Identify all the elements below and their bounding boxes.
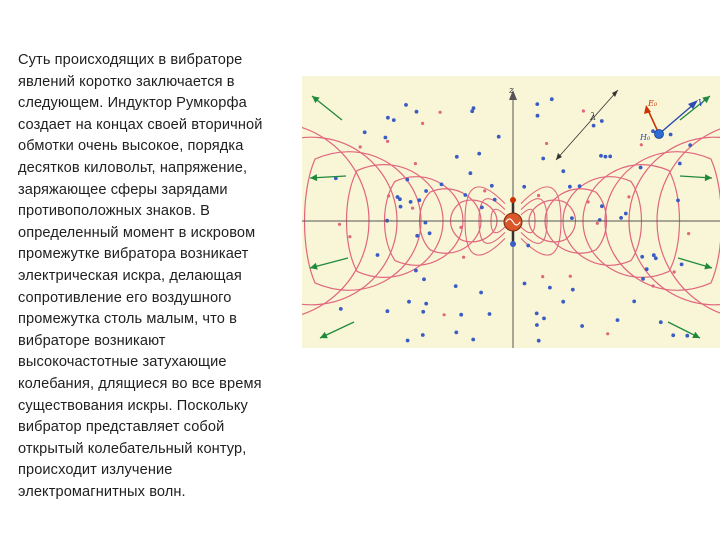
field-dot xyxy=(384,136,388,140)
field-dot xyxy=(363,130,367,134)
field-dot xyxy=(619,216,623,220)
field-dot xyxy=(454,284,458,288)
field-dot xyxy=(600,204,604,208)
field-dot xyxy=(422,277,426,281)
velocity-label: V xyxy=(698,99,705,109)
field-dot xyxy=(561,300,565,304)
z-axis-label: z xyxy=(509,86,514,96)
field-dot xyxy=(396,195,400,199)
field-dot xyxy=(469,171,473,175)
field-dot xyxy=(477,152,481,156)
charge-dot xyxy=(596,222,599,225)
charge-dot xyxy=(459,226,462,229)
field-dot xyxy=(392,118,396,122)
field-dot xyxy=(376,253,380,257)
field-dot xyxy=(421,333,425,337)
field-dot xyxy=(676,199,680,203)
charge-dot xyxy=(537,194,540,197)
charge-dot xyxy=(386,140,389,143)
charge-dot xyxy=(338,223,341,226)
field-dot xyxy=(604,155,608,159)
field-dot xyxy=(415,110,419,114)
field-dot xyxy=(548,286,552,290)
charge-dot xyxy=(673,270,676,273)
dipole-top-charge xyxy=(510,197,516,203)
charge-dot xyxy=(483,189,486,192)
field-dot xyxy=(580,324,584,328)
field-dot xyxy=(678,162,682,166)
field-dot xyxy=(493,198,497,202)
field-dot xyxy=(463,193,467,197)
field-dot xyxy=(624,212,628,216)
charge-dot xyxy=(640,143,643,146)
field-dot xyxy=(454,331,458,335)
field-dot xyxy=(542,317,546,321)
radiation-arrowhead xyxy=(704,263,712,270)
field-dot xyxy=(616,318,620,322)
field-dot xyxy=(652,253,656,257)
field-dot xyxy=(535,323,539,327)
field-dot xyxy=(409,200,413,204)
field-dot xyxy=(671,333,675,337)
field-dot xyxy=(541,157,545,161)
field-dot xyxy=(339,307,343,311)
field-dot xyxy=(459,313,463,317)
field-dot xyxy=(522,185,526,189)
field-dot xyxy=(428,231,432,235)
charge-dot xyxy=(687,232,690,235)
field-dot xyxy=(688,143,692,147)
field-dot xyxy=(568,185,572,189)
field-dot xyxy=(479,291,483,295)
field-dot xyxy=(386,309,390,313)
field-dot xyxy=(680,263,684,267)
field-dot xyxy=(399,205,403,209)
radiation-arrowhead xyxy=(705,174,712,181)
field-dot xyxy=(480,206,484,210)
field-dot xyxy=(570,216,574,220)
charge-dot xyxy=(359,145,362,148)
body-text: Суть происходящих в вибраторе явлений коротко заключается в следующем. Индуктор Румкорфа создает на концах своей вторичной обмотки очень высокое, порядка десятков киловольт, напряжение, заряжающее сферы зарядами противоположных знаков. В определенный момент в искровом промежутке вибратора возникает электрическая искра, делающая сопротивление его воздушного промежутка столь малым, что в вибраторе возникают высокочастотные затухающие колебания, длящиеся во все время существования искры. Поскольку вибратор представляет собой открытый колебательный контур, происходит излучение электромагнитных волн. xyxy=(18,52,263,500)
field-dot xyxy=(455,155,459,159)
field-dot xyxy=(386,116,390,120)
field-dot xyxy=(406,339,410,343)
field-dot xyxy=(669,133,673,137)
field-dot xyxy=(561,169,565,173)
h-field-point xyxy=(655,130,664,139)
field-dot xyxy=(571,288,575,292)
field-dot xyxy=(535,312,539,316)
field-dot xyxy=(526,244,530,248)
charge-dot xyxy=(545,142,548,145)
field-dot xyxy=(600,119,604,123)
field-dot xyxy=(472,106,476,110)
field-dot xyxy=(592,124,596,128)
charge-dot xyxy=(348,235,351,238)
field-dot xyxy=(407,300,411,304)
field-dot xyxy=(415,234,419,238)
field-dot xyxy=(440,183,444,187)
field-dot xyxy=(599,154,603,158)
field-dot xyxy=(424,302,428,306)
field-dot xyxy=(537,339,541,343)
charge-dot xyxy=(606,332,609,335)
field-dot xyxy=(523,282,527,286)
field-dot xyxy=(659,320,663,324)
field-dot xyxy=(414,269,418,273)
radiation-arrowhead xyxy=(310,174,317,181)
dipole-bottom-charge xyxy=(510,241,516,247)
field-dot xyxy=(536,114,540,118)
field-dot xyxy=(405,178,409,182)
field-dot xyxy=(488,312,492,316)
charge-dot xyxy=(627,195,630,198)
charge-dot xyxy=(569,275,572,278)
field-dot xyxy=(417,198,421,202)
field-dot xyxy=(608,155,612,159)
field-dot xyxy=(424,189,428,193)
charge-dot xyxy=(421,122,424,125)
field-dot xyxy=(645,267,649,271)
field-dot xyxy=(497,135,501,139)
field-dot xyxy=(641,277,645,281)
velocity-vector xyxy=(659,104,694,134)
figure-canvas xyxy=(302,76,720,348)
charge-dot xyxy=(387,194,390,197)
radiation-arrowhead xyxy=(310,263,318,270)
charge-dot xyxy=(462,256,465,259)
h-field-label: H₀ xyxy=(640,133,651,142)
wavelength-bracket xyxy=(556,90,618,160)
charge-dot xyxy=(414,162,417,165)
charge-dot xyxy=(411,207,414,210)
field-dot xyxy=(471,338,475,342)
charge-dot xyxy=(443,313,446,316)
charge-dot xyxy=(587,200,590,203)
field-dot xyxy=(535,102,539,106)
wavelength-label: λ xyxy=(590,112,597,123)
charge-dot xyxy=(541,275,544,278)
e-field-label: E₀ xyxy=(648,99,658,108)
field-dot xyxy=(404,103,408,107)
field-dot xyxy=(550,97,554,101)
field-dot xyxy=(632,300,636,304)
field-dot xyxy=(639,166,643,170)
field-dot xyxy=(421,310,425,314)
charge-dot xyxy=(439,111,442,114)
field-dot xyxy=(490,184,494,188)
charge-dot xyxy=(582,109,585,112)
field-dot xyxy=(685,334,689,338)
field-dot xyxy=(640,255,644,259)
dipole-radiation-figure xyxy=(302,76,720,348)
charge-dot xyxy=(652,284,655,287)
field-dot xyxy=(578,184,582,188)
